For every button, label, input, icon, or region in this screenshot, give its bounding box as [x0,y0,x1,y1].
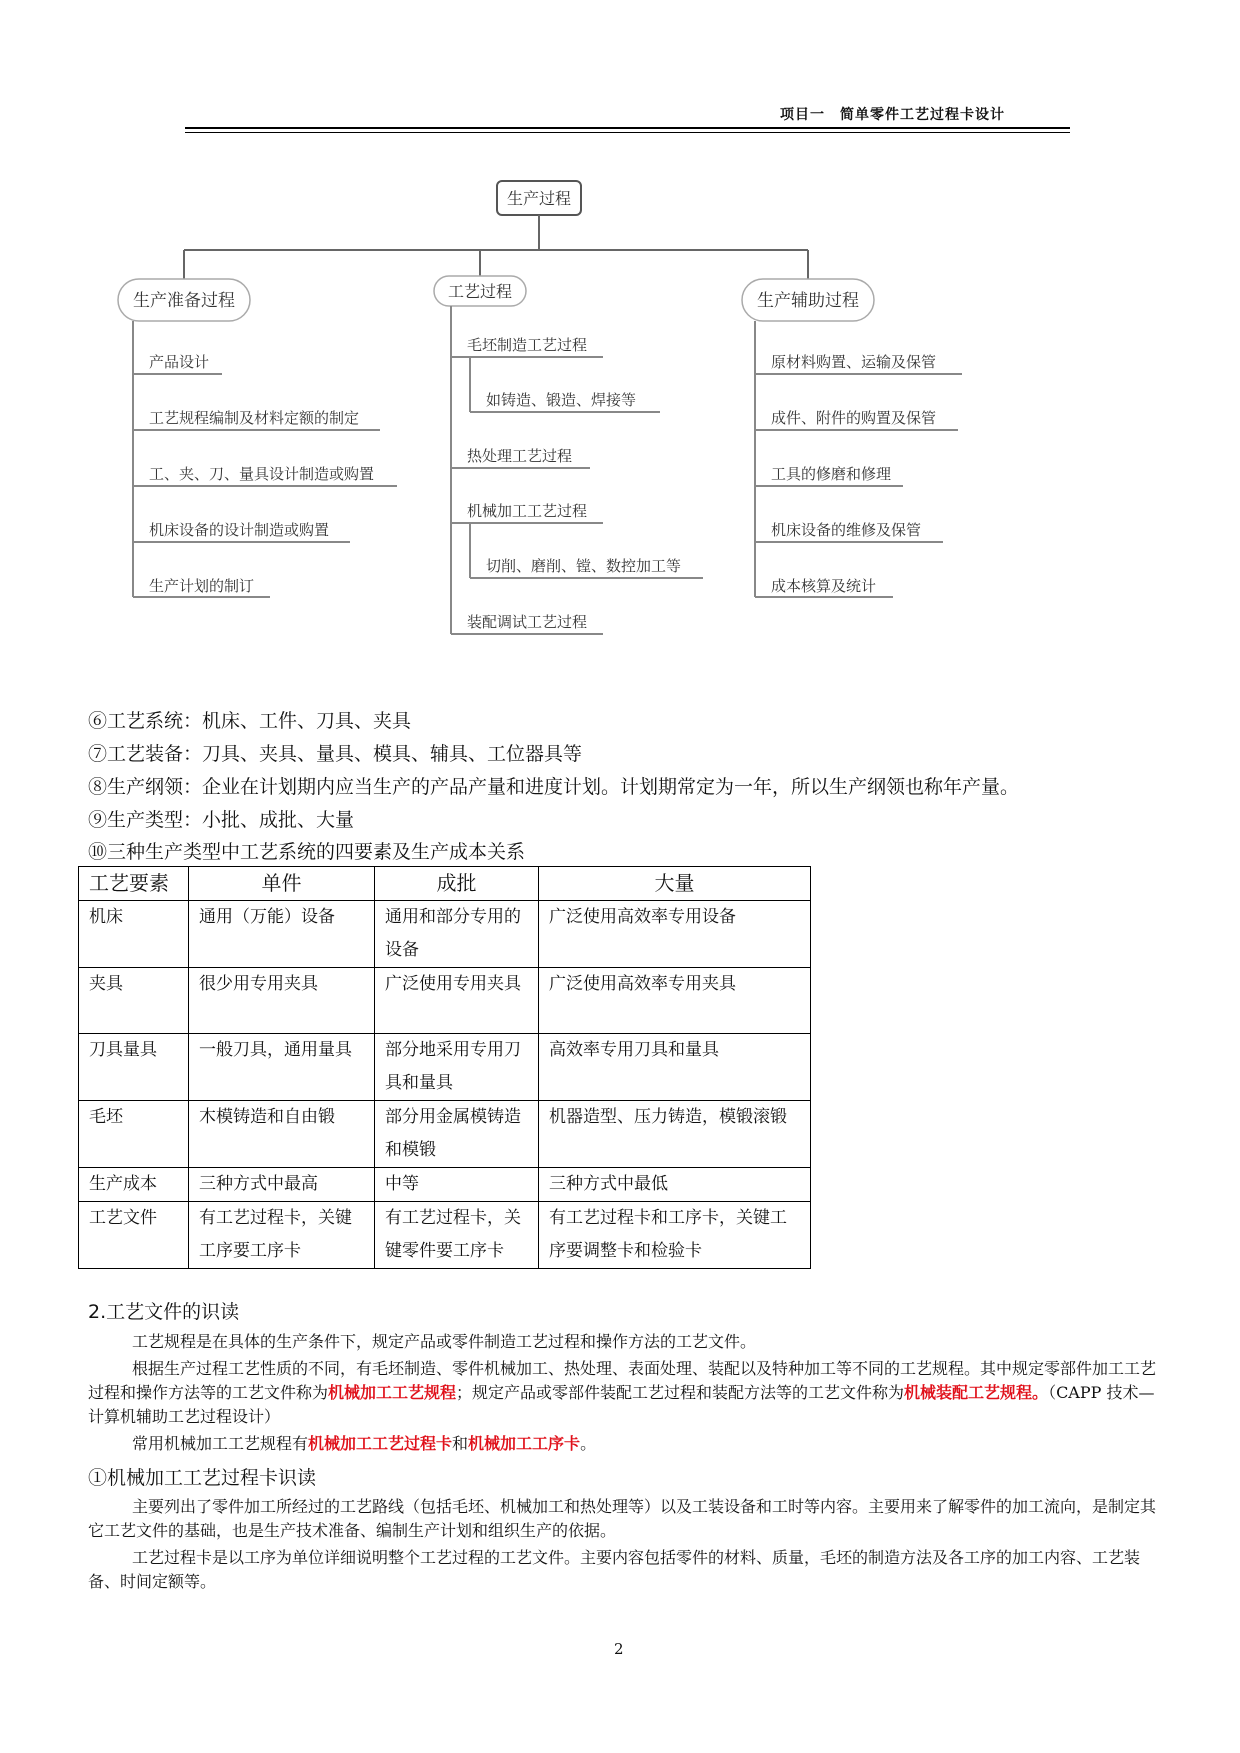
table-row [79,1034,811,1101]
list-item-8: ⑧生产纲领：企业在计划期内应当生产的产品产量和进度计划。计划期常定为一年，所以生产纲领也称年产量。 [88,776,1020,798]
table-cell: 很少用专用夹具 [189,968,375,1034]
left-branch-title: 生产准备过程 [133,291,235,311]
right-item-5: 成本核算及统计 [771,577,877,595]
left-item-1: 产品设计 [149,353,210,371]
left-item-4: 机床设备的设计制造或购置 [149,521,330,539]
table-cell: 机床 [79,901,189,968]
paragraph-2-text-a: 根据生产过程工艺性质的不同，有毛坯制造、零件机械加工、热处理、表面处理、装配以及特种加工等不同的工艺规程。其中规定零部件加工工艺过程和操作方法等的工艺文件称为 [88,1359,1157,1402]
table-row [79,1101,811,1168]
highlight-process-card: 机械加工工艺过程卡 [308,1434,453,1453]
table-cell: 刀具量具 [79,1034,189,1101]
middle-branch-title: 工艺过程 [447,282,513,301]
paragraph-2-text-c: ；规定产品或零部件装配工艺过程和装配方法等的工艺文件称为 [456,1383,905,1402]
root-node: 生产过程 [506,189,572,208]
right-item-1: 原材料购置、运输及保管 [771,353,937,371]
table-cell: 通用和部分专用的设备 [375,901,539,968]
table-row [79,1168,811,1202]
table-cell: 广泛使用专用夹具 [375,968,539,1034]
middle-item-1: 毛坯制造工艺过程 [467,336,588,354]
table-cell: 工艺文件 [79,1202,189,1269]
list-item-10: ⑩三种生产类型中工艺系统的四要素及生产成本关系 [88,841,526,863]
list-item-6: ⑥工艺系统：机床、工件、刀具、夹具 [88,710,412,732]
table-cell: 三种方式中最低 [539,1168,811,1202]
table-header-row [79,867,811,901]
paragraph-2 [88,1357,1158,1429]
table-row [79,901,811,968]
page-number: 2 [614,1640,624,1658]
table-cell: 生产成本 [79,1168,189,1202]
paragraph-5: 工艺过程卡是以工序为单位详细说明整个工艺过程的工艺文件。主要内容包括零件的材料、质量，毛坯的制造方法及各工序的加工内容、工艺装备、时间定额等。 [88,1548,1141,1591]
middle-item-2: 热处理工艺过程 [467,447,573,465]
table-cell: 广泛使用高效率专用夹具 [539,968,811,1034]
table-cell: 通用（万能）设备 [189,901,375,968]
right-branch-title: 生产辅助过程 [757,291,859,311]
paragraph-1: 工艺规程是在具体的生产条件下，规定产品或零件制造工艺过程和操作方法的工艺文件。 [132,1332,757,1351]
table-cell: 广泛使用高效率专用设备 [539,901,811,968]
highlight-operation-card: 机械加工工序卡 [468,1434,581,1453]
table-cell: 三种方式中最高 [189,1168,375,1202]
left-item-3: 工、夹、刀、量具设计制造或购置 [149,465,375,483]
table-header: 工艺要素 [79,867,189,901]
table-cell: 木模铸造和自由锻 [189,1101,375,1168]
right-item-3: 工具的修磨和修理 [771,465,892,483]
table-header: 单件 [189,867,375,901]
paragraph-2-text-e: （CAPP 技术—计算机辅助工艺过程设计） [88,1383,1155,1426]
table-cell: 部分地采用专用刀具和量具 [375,1034,539,1101]
table-cell: 机器造型、压力铸造，模锻滚锻 [539,1101,811,1168]
list-item-9: ⑨生产类型：小批、成批、大量 [88,809,355,831]
table-row [79,968,811,1034]
table-row [79,1202,811,1269]
table-cell: 夹具 [79,968,189,1034]
highlight-machining-process-spec: 机械加工工艺规程 [328,1383,457,1402]
table-cell: 有工艺过程卡和工序卡，关键工序要调整卡和检验卡 [539,1202,811,1269]
section-heading: 2.工艺文件的识读 [88,1301,240,1323]
production-type-table [78,866,811,1269]
table-cell: 毛坯 [79,1101,189,1168]
table-cell: 有工艺过程卡，关键工序要工序卡 [189,1202,375,1269]
sub-heading: ①机械加工工艺过程卡识读 [88,1467,317,1489]
table-header: 大量 [539,867,811,901]
paragraph-3-text-a: 常用机械加工工艺规程有 [132,1434,309,1453]
table-header: 成批 [375,867,539,901]
left-item-5: 生产计划的制订 [149,577,255,595]
highlight-assembly-process-spec: 机械装配工艺规程。 [904,1383,1049,1402]
table-cell: 部分用金属模铸造和模锻 [375,1101,539,1168]
table-cell: 高效率专用刀具和量具 [539,1034,811,1101]
right-item-4: 机床设备的维修及保管 [771,521,922,539]
middle-item-3-sub: 切削、磨削、镗、数控加工等 [486,557,682,575]
table-cell: 中等 [375,1168,539,1202]
table-cell: 有工艺过程卡，关键零件要工序卡 [375,1202,539,1269]
paragraph-3-text-c: 和 [452,1434,469,1453]
left-item-2: 工艺规程编制及材料定额的制定 [149,409,360,427]
middle-item-3: 机械加工工艺过程 [467,502,588,520]
list-item-7: ⑦工艺装备：刀具、夹具、量具、模具、辅具、工位器具等 [88,743,583,765]
middle-item-4: 装配调试工艺过程 [467,613,588,631]
running-header: 项目一 简单零件工艺过程卡设计 [780,107,1005,123]
table-cell: 一般刀具，通用量具 [189,1034,375,1101]
right-item-2: 成件、附件的购置及保管 [771,409,937,427]
paragraph-3-text-e: 。 [580,1434,597,1453]
paragraph-3 [88,1432,1158,1456]
production-process-diagram [0,0,1240,660]
middle-item-1-sub: 如铸造、锻造、焊接等 [486,391,637,409]
paragraph-4: 主要列出了零件加工所经过的工艺路线（包括毛坯、机械加工和热处理等）以及工装设备和工时等内容。主要用来了解零件的加工流向，是制定其它工艺文件的基础，也是生产技术准备、编制生产计划和组织生产的依据。 [88,1497,1157,1540]
